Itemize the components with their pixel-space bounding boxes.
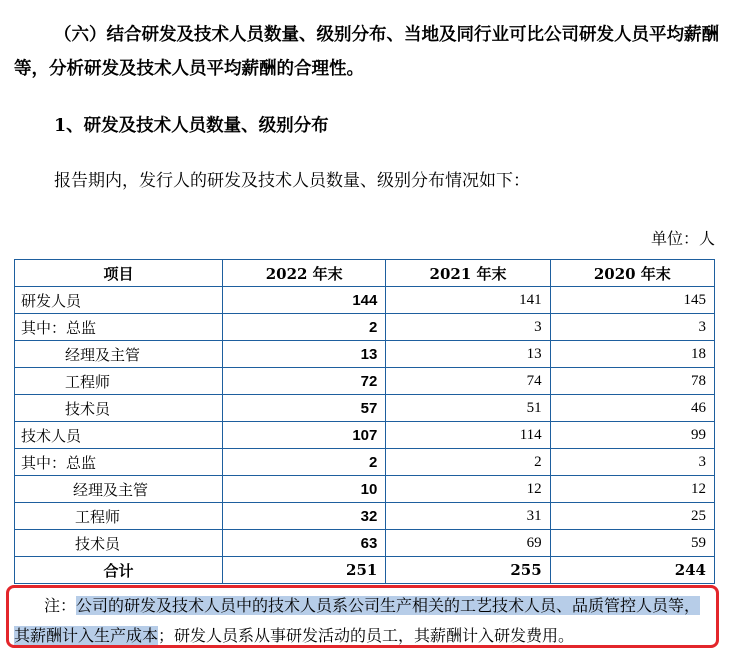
row-label: 经理及主管 bbox=[15, 341, 223, 368]
value-2020: 46 bbox=[550, 395, 714, 422]
row-label: 技术员 bbox=[15, 530, 223, 557]
value-2021: 141 bbox=[386, 287, 550, 314]
row-label: 经理及主管 bbox=[15, 476, 223, 503]
header-item: 项目 bbox=[15, 260, 223, 287]
value-2020: 99 bbox=[550, 422, 714, 449]
row-label: 技术人员 bbox=[15, 422, 223, 449]
value-2022: 2 bbox=[223, 449, 386, 476]
note-highlight-2: 中的技术人员系公司生产相关的工艺技术人员、品质管控 bbox=[236, 596, 637, 615]
value-2022: 107 bbox=[223, 422, 386, 449]
table-row bbox=[15, 395, 715, 422]
note-rest: ；研发人员系从事研发活动的员工，其薪酬计入研发费用。 bbox=[158, 626, 575, 645]
value-2020: 145 bbox=[550, 287, 714, 314]
value-2021: 51 bbox=[386, 395, 550, 422]
value-2020: 78 bbox=[550, 368, 714, 395]
value-2022: 13 bbox=[223, 341, 386, 368]
intro-paragraph: 报告期内，发行人的研发及技术人员数量、级别分布情况如下： bbox=[54, 171, 530, 191]
row-label: 其中：总监 bbox=[15, 314, 223, 341]
value-2020: 59 bbox=[550, 530, 714, 557]
total-2020: 244 bbox=[550, 557, 714, 584]
header-2020: 2020 年末 bbox=[550, 260, 714, 287]
value-2022: 10 bbox=[223, 476, 386, 503]
row-label: 研发人员 bbox=[15, 287, 223, 314]
staff-distribution-table bbox=[14, 259, 715, 584]
value-2020: 25 bbox=[550, 503, 714, 530]
value-2021: 3 bbox=[386, 314, 550, 341]
table-row bbox=[15, 476, 715, 503]
value-2020: 12 bbox=[550, 476, 714, 503]
value-2021: 31 bbox=[386, 503, 550, 530]
value-2021: 13 bbox=[386, 341, 550, 368]
value-2020: 3 bbox=[550, 449, 714, 476]
value-2021: 114 bbox=[386, 422, 550, 449]
total-2022: 251 bbox=[223, 557, 386, 584]
header-2021: 2021 年末 bbox=[386, 260, 550, 287]
value-2021: 74 bbox=[386, 368, 550, 395]
value-2022: 63 bbox=[223, 530, 386, 557]
total-2021: 255 bbox=[386, 557, 550, 584]
value-2020: 3 bbox=[550, 314, 714, 341]
unit-label: 单位：人 bbox=[650, 229, 715, 248]
table-row bbox=[15, 314, 715, 341]
table-row bbox=[15, 341, 715, 368]
section-heading: （六）结合研发及技术人员数量、级别分布、当地及同行业可比公司研发人员平均薪酬等，分析研发及技术人员平均薪酬的合理性。 bbox=[14, 25, 719, 79]
table-total-row bbox=[15, 557, 715, 584]
value-2022: 72 bbox=[223, 368, 386, 395]
table-row bbox=[15, 449, 715, 476]
value-2021: 69 bbox=[386, 530, 550, 557]
table-row bbox=[15, 530, 715, 557]
table-header-row bbox=[15, 260, 715, 287]
note-highlight-3: 人员等，其薪酬计入生产成本 bbox=[14, 596, 701, 645]
header-2022: 2022 年末 bbox=[223, 260, 386, 287]
row-label: 技术员 bbox=[15, 395, 223, 422]
annotation-box bbox=[6, 585, 719, 648]
value-2021: 2 bbox=[386, 449, 550, 476]
value-2022: 32 bbox=[223, 503, 386, 530]
value-2022: 144 bbox=[223, 287, 386, 314]
total-label: 合计 bbox=[15, 557, 223, 584]
row-label: 其中：总监 bbox=[15, 449, 223, 476]
value-2022: 2 bbox=[223, 314, 386, 341]
row-label: 工程师 bbox=[15, 368, 223, 395]
table-row bbox=[15, 503, 715, 530]
note-prefix: 注： bbox=[44, 596, 77, 615]
value-2021: 12 bbox=[386, 476, 550, 503]
subsection-heading: 1、研发及技术人员数量、级别分布 bbox=[54, 116, 329, 136]
note-highlight-1: 公司的研发及技术人员 bbox=[76, 596, 237, 615]
table-row bbox=[15, 422, 715, 449]
table-row bbox=[15, 287, 715, 314]
table-row bbox=[15, 368, 715, 395]
row-label: 工程师 bbox=[15, 503, 223, 530]
value-2022: 57 bbox=[223, 395, 386, 422]
value-2020: 18 bbox=[550, 341, 714, 368]
